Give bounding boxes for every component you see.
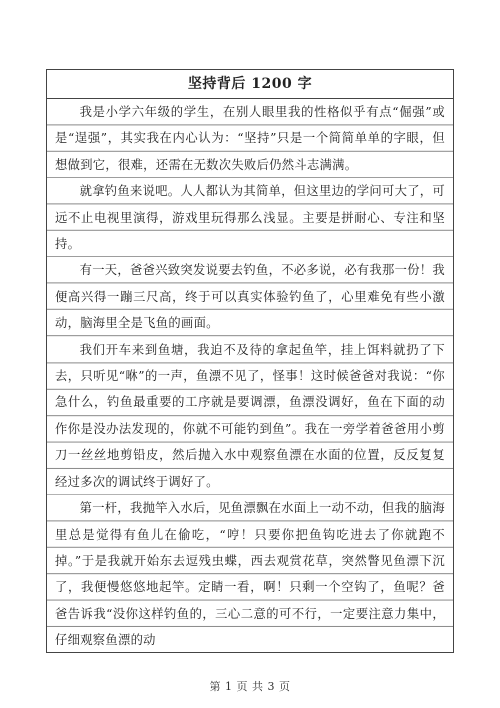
footer-page-number: 1 bbox=[225, 680, 233, 693]
footer-suffix: 页 bbox=[279, 680, 291, 693]
paragraph-4: 我们开车来到鱼塘，我迫不及待的拿起鱼竿，挂上饵料就扔了下去，只听见“咻”的一声，鱼漂不见了，怪事！这时候爸爸对我说：“你急什么，钓鱼最重要的工序就是要调漂，鱼漂没调好，鱼在下面的动作你是没办法发现的，你就不可能钓到鱼”。我在一旁学着爸爸用小剪刀一丝丝地剪铅皮，然后抛入水中观察鱼漂在水面的位置，反反复复经过多次的调试终于调好了。 bbox=[47, 337, 453, 495]
footer-middle: 页 共 bbox=[236, 680, 264, 693]
paragraph-3: 有一天，爸爸兴致突发说要去钓鱼，不必多说，必有我那一份！我便高兴得一蹦三尺高，终于可以真实体验钓鱼了，心里难免有些小激动，脑海里全是飞鱼的画面。 bbox=[47, 257, 453, 336]
paragraph-5: 第一杆，我抛竿入水后，见鱼漂飘在水面上一动不动，但我的脑海里总是觉得有鱼儿在偷吃，“哼！只要你把鱼钩吃进去了你就跑不掉。”于是我就开始东去逗残虫蝶，西去观赏花草，突然瞥见鱼漂下沉了，我便慢悠悠地起竿。定睛一看，啊！只剩一个空钩了，鱼呢？爸爸告诉我“没你这样钓鱼的，三心二意的可不行，一定要注意力集中，仔细观察鱼漂的动 bbox=[47, 495, 453, 653]
paragraph-2: 就拿钓鱼来说吧。人人都认为其简单，但这里边的学问可大了，可远不止电视里演得，游戏里玩得那么浅显。主要是拼耐心、专注和坚持。 bbox=[47, 178, 453, 257]
page-footer bbox=[0, 678, 500, 694]
footer-total-pages: 3 bbox=[267, 680, 275, 693]
footer-prefix: 第 bbox=[209, 680, 221, 693]
essay-title: 坚持背后 1200 字 bbox=[47, 70, 453, 99]
essay-table bbox=[46, 69, 454, 653]
paragraph-1: 我是小学六年级的学生，在别人眼里我的性格似乎有点“倔强”或是“逞强”，其实我在内心认为：“坚持”只是一个简简单单的字眼，但想做到它，很难，还需在无数次失败后仍然斗志满满。 bbox=[47, 99, 453, 178]
